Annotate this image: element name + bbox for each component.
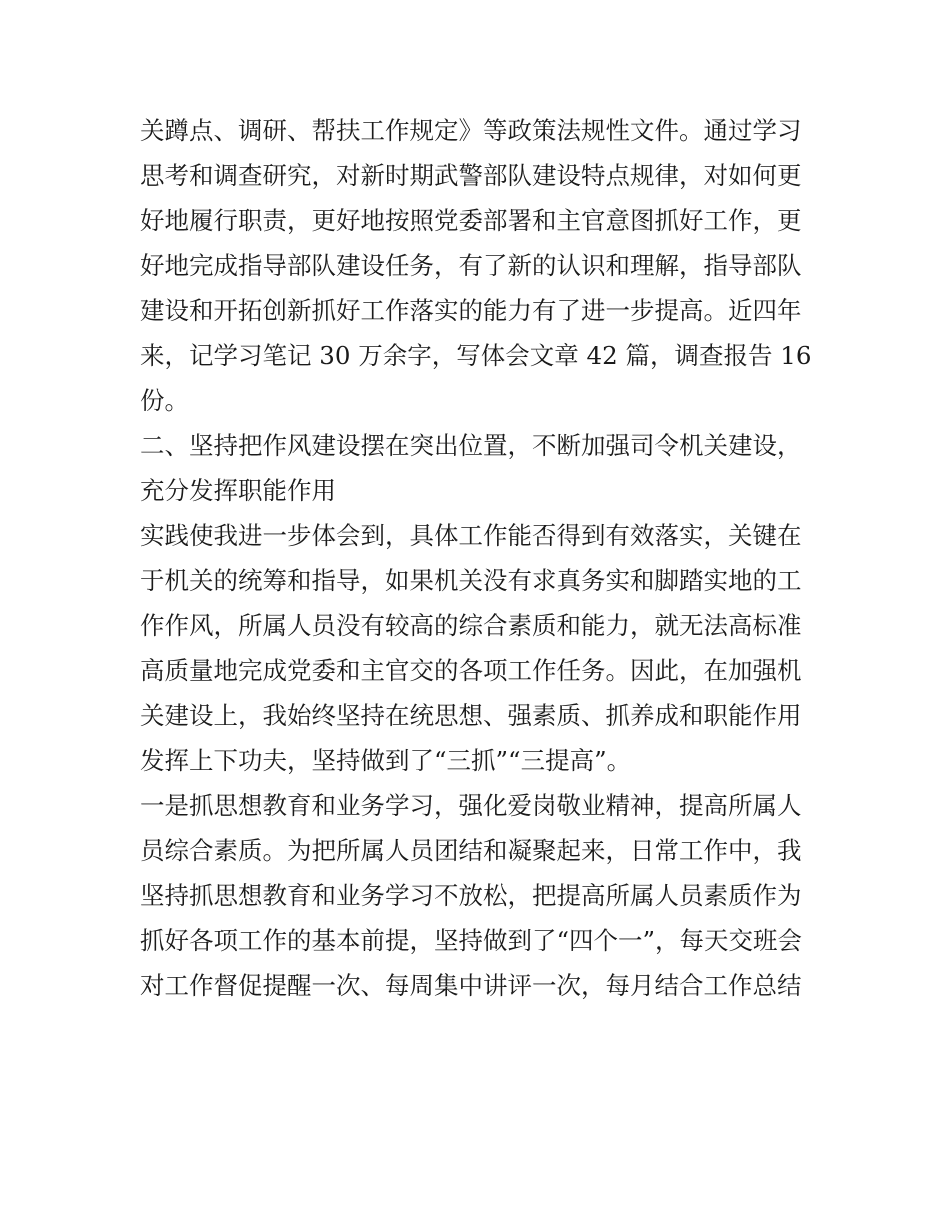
text-line: 高质量地完成党委和主官交的各项工作任务。因此，在加强机 — [140, 656, 802, 685]
text-line: 好地完成指导部队建设任务，有了新的认识和理解，指导部队 — [140, 251, 802, 280]
document-body — [140, 108, 820, 1008]
text-line: 建设和开拓创新抓好工作落实的能力有了进一步提高。近四年 — [140, 296, 802, 325]
text-line: 对工作督促提醒一次、每周集中讲评一次，每月结合工作总结 — [140, 971, 802, 1000]
text-line: 关蹲点、调研、帮扶工作规定》等政策法规性文件。通过学习 — [140, 116, 802, 145]
text-line: 作作风，所属人员没有较高的综合素质和能力，就无法高标准 — [140, 611, 802, 640]
text-line: 关建设上，我始终坚持在统思想、强素质、抓养成和职能作用 — [140, 701, 802, 730]
text-line: 思考和调查研究，对新时期武警部队建设特点规律，对如何更 — [140, 161, 802, 190]
text-line: 实践使我进一步体会到，具体工作能否得到有效落实，关键在 — [140, 521, 802, 550]
text-line: 坚持抓思想教育和业务学习不放松，把提高所属人员素质作为 — [140, 881, 802, 910]
section-heading-line: 二、坚持把作风建设摆在突出位置，不断加强司令机关建设， — [140, 431, 802, 460]
text-line: 好地履行职责，更好地按照党委部署和主官意图抓好工作，更 — [140, 206, 802, 235]
text-line: 一是抓思想教育和业务学习，强化爱岗敬业精神，提高所属人 — [140, 791, 802, 820]
text-line: 发挥上下功夫，坚持做到了“三抓”“三提高”。 — [140, 746, 632, 775]
text-line: 于机关的统筹和指导，如果机关没有求真务实和脚踏实地的工 — [140, 566, 802, 595]
section-heading-line: 充分发挥职能作用 — [140, 476, 336, 505]
text-line: 抓好各项工作的基本前提，坚持做到了“四个一”，每天交班会 — [140, 926, 803, 955]
text-line: 份。 — [140, 386, 189, 415]
text-line: 员综合素质。为把所属人员团结和凝聚起来，日常工作中，我 — [140, 836, 802, 865]
text-line: 来，记学习笔记 30 万余字，写体会文章 42 篇，调查报告 16 — [140, 341, 812, 370]
